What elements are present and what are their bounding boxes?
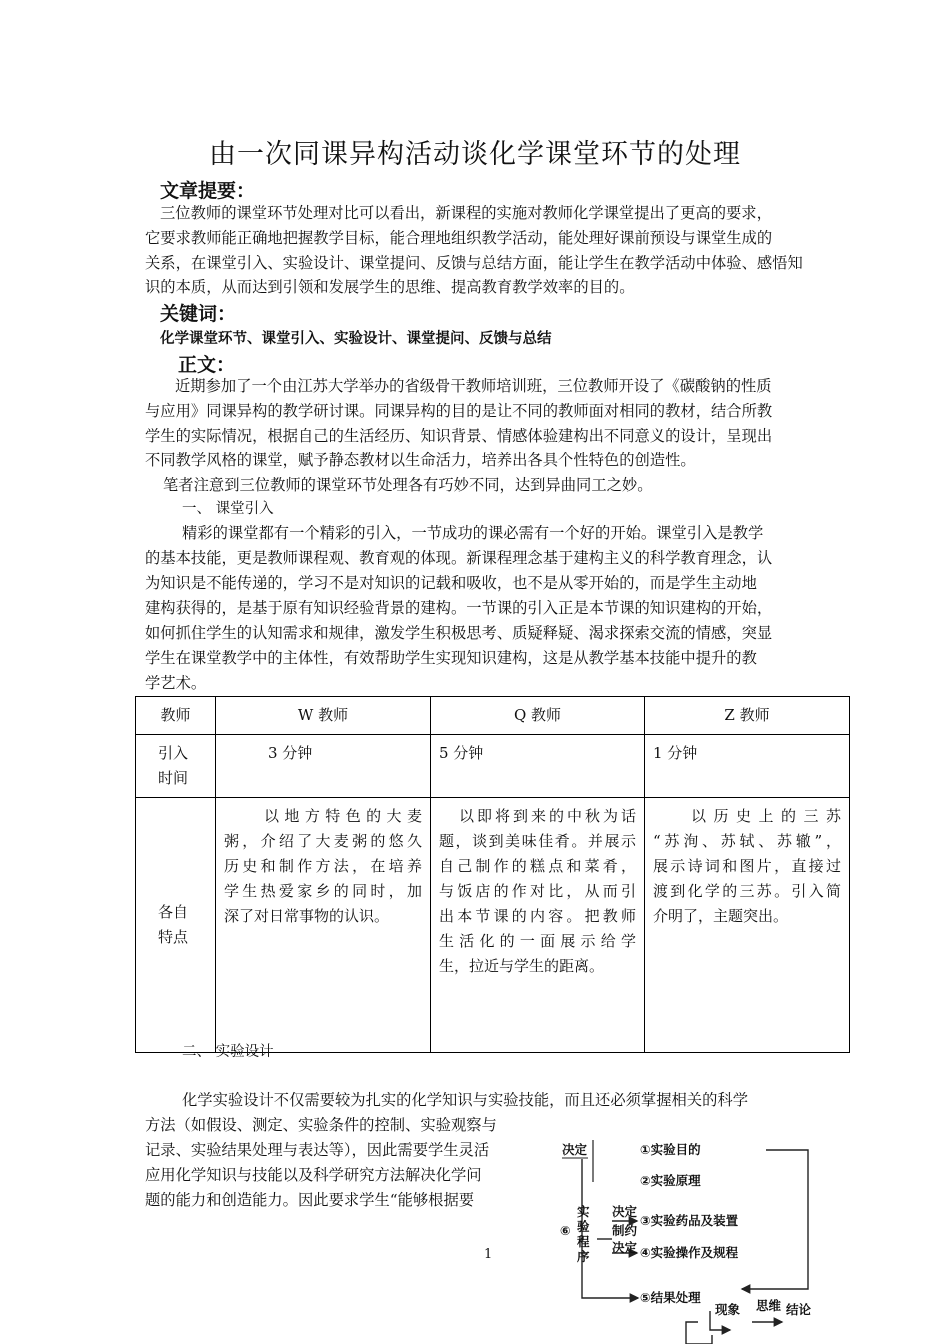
program-char: 验 (577, 1219, 590, 1234)
program-char: 程 (577, 1234, 590, 1249)
table-row-label: 引入时间 (136, 735, 216, 798)
cell-line: 以历史上的三苏 (691, 807, 841, 825)
section-heading-experiment: 二、 实验设计 (182, 1044, 274, 1060)
thinking-label: 思维 (756, 1298, 782, 1313)
cell-line: 题，谈到美味佳肴。并展示 (439, 832, 636, 850)
table-cell-q (431, 798, 645, 1053)
abstract-heading: 文章提要： (160, 180, 256, 202)
step-reagents: ③实验药品及装置 (640, 1213, 739, 1228)
comparison-table (135, 696, 850, 1053)
section-heading-intro: 一、 课堂引入 (182, 501, 274, 517)
cell-line: 以地方特色的大麦 (264, 807, 422, 825)
cell-line: 渡到化学的三苏。引入简 (653, 882, 841, 900)
table-row (136, 735, 850, 798)
paragraph-line: 学艺术。 (145, 674, 207, 692)
step-operation: ④实验操作及规程 (640, 1245, 739, 1260)
paragraph-line: 不同教学风格的课堂，赋予静态教材以生命活力，培养出各具个性特色的创造性。 (145, 451, 696, 469)
table-header: W 教师 (216, 697, 431, 735)
program-char: 序 (577, 1249, 590, 1264)
middle-label: 制约 (612, 1223, 638, 1238)
abstract-line: 关系，在课堂引入、实验设计、课堂提问、反馈与总结方面，能让学生在教学活动中体验、感悟知 (145, 254, 803, 272)
paragraph-line: 近期参加了一个由江苏大学举办的省级骨干教师培训班，三位教师开设了《碳酸钠的性质 (175, 377, 772, 395)
loop-arrow (686, 1322, 712, 1344)
table-cell-w (216, 798, 431, 1053)
cell-line: 粥，介绍了大麦粥的悠久 (224, 832, 422, 850)
paragraph-line: 的基本技能，更是教师课程观、教育观的体现。新课程理念基于建构主义的科学教育理念，认 (145, 549, 773, 567)
paragraph-line: 学生的实际情况，根据自己的生活经历、知识背景、情感体验建构出不同意义的设计，呈现出 (145, 427, 773, 445)
cell-line: 学生热爱家乡的同时，加 (224, 882, 422, 900)
step-results: ⑤结果处理 (640, 1290, 701, 1305)
table-header: 教师 (136, 697, 216, 735)
program-index: ⑥ (560, 1223, 571, 1238)
paragraph-line: 记录、实验结果处理与表达等），因此需要学生灵活 (145, 1141, 490, 1159)
document-title: 由一次同课异构活动谈化学课堂环节的处理 (209, 139, 741, 170)
keywords-heading: 关键词： (160, 303, 237, 325)
cell-line: 介明了，主题突出。 (653, 907, 789, 925)
cell-line: 出本节课的内容。把教师 (439, 907, 636, 925)
table-header: Z 教师 (645, 697, 850, 735)
cell-line: 以即将到来的中秋为话 (459, 807, 636, 825)
program-char: 实 (577, 1204, 590, 1219)
table-header: Q 教师 (431, 697, 645, 735)
paragraph-line: 与应用》同课异构的教学研讨课。同课异构的目的是让不同的教师面对相同的教材，结合所教 (145, 402, 773, 420)
cell-line: 生，拉近与学生的距离。 (439, 957, 605, 975)
paragraph-line: 化学实验设计不仅需要较为扎实的化学知识与实验技能，而且还必须掌握相关的科学 (182, 1091, 748, 1109)
paragraph-line: 如何抓住学生的认知需求和规律，激发学生积极思考、质疑释疑、渴求探索交流的情感，突显 (145, 624, 773, 642)
phenomenon-label: 现象 (715, 1302, 741, 1317)
body-heading: 正文： (178, 354, 236, 376)
experiment-design-diagram (560, 1132, 830, 1344)
cell-line: 生活化的一面展示给学 (439, 932, 636, 950)
step-principle: ②实验原理 (640, 1173, 701, 1188)
conclusion-label: 结论 (786, 1302, 812, 1317)
table-row-label: 各自特点 (136, 798, 216, 1053)
cell-line: 历史和制作方法，在培养 (224, 857, 422, 875)
table-cell-z (645, 798, 850, 1053)
paragraph-line: 方法（如假设、测定、实验条件的控制、实验观察与 (145, 1116, 497, 1134)
step-purpose: ①实验目的 (640, 1142, 701, 1157)
paragraph-line: 建构获得的，是基于原有知识经验背景的建构。一节课的引入正是本节课的知识建构的开始， (145, 599, 773, 617)
paragraph-line: 应用化学知识与技能以及科学研究方法解决化学问 (145, 1166, 482, 1184)
table-cell: 5 分钟 (431, 735, 645, 798)
cell-line: 深了对日常事物的认识。 (224, 907, 390, 925)
cell-line: 展示诗词和图片，直接过 (653, 857, 841, 875)
paragraph-line: 题的能力和创造能力。因此要求学生“能够根据要 (145, 1191, 475, 1209)
paragraph-line: 精彩的课堂都有一个精彩的引入，一节成功的课必需有一个好的开始。课堂引入是教学 (182, 524, 764, 542)
abstract-line: 识的本质，从而达到引领和发展学生的思维、提高教育教学效率的目的。 (145, 278, 635, 296)
feedback-arrow (742, 1150, 808, 1289)
page-number: 1 (484, 1247, 493, 1262)
cell-line: 与饭店的作对比，从而引 (439, 882, 636, 900)
paragraph-line: 学生在课堂教学中的主体性，有效帮助学生实现知识建构，这是从教学基本技能中提升的教 (145, 649, 757, 667)
middle-label: 决定 (612, 1204, 638, 1219)
table-header-row (136, 697, 850, 735)
keywords-text: 化学课堂环节、课堂引入、实验设计、课堂提问、反馈与总结 (160, 331, 552, 347)
abstract-line: 三位教师的课堂环节处理对比可以看出，新课程的实施对教师化学课堂提出了更高的要求， (160, 204, 772, 222)
middle-label: 决定 (612, 1240, 638, 1255)
table-cell: 3 分钟 (216, 735, 431, 798)
table-row (136, 798, 850, 1053)
abstract-line: 它要求教师能正确地把握教学目标，能合理地组织教学活动，能处理好课前预设与课堂生成的 (145, 229, 773, 247)
paragraph-line: 笔者注意到三位教师的课堂环节处理各有巧妙不同，达到异曲同工之妙。 (163, 476, 653, 494)
decide-label: 决定 (562, 1142, 588, 1157)
paragraph-line: 为知识是不能传递的，学习不是对知识的记载和吸收，也不是从零开始的，而是学生主动地 (145, 574, 757, 592)
cell-line: “苏洵、苏轼、苏辙”， (653, 832, 841, 850)
cell-line: 自己制作的糕点和菜肴， (439, 857, 636, 875)
table-cell: 1 分钟 (645, 735, 850, 798)
